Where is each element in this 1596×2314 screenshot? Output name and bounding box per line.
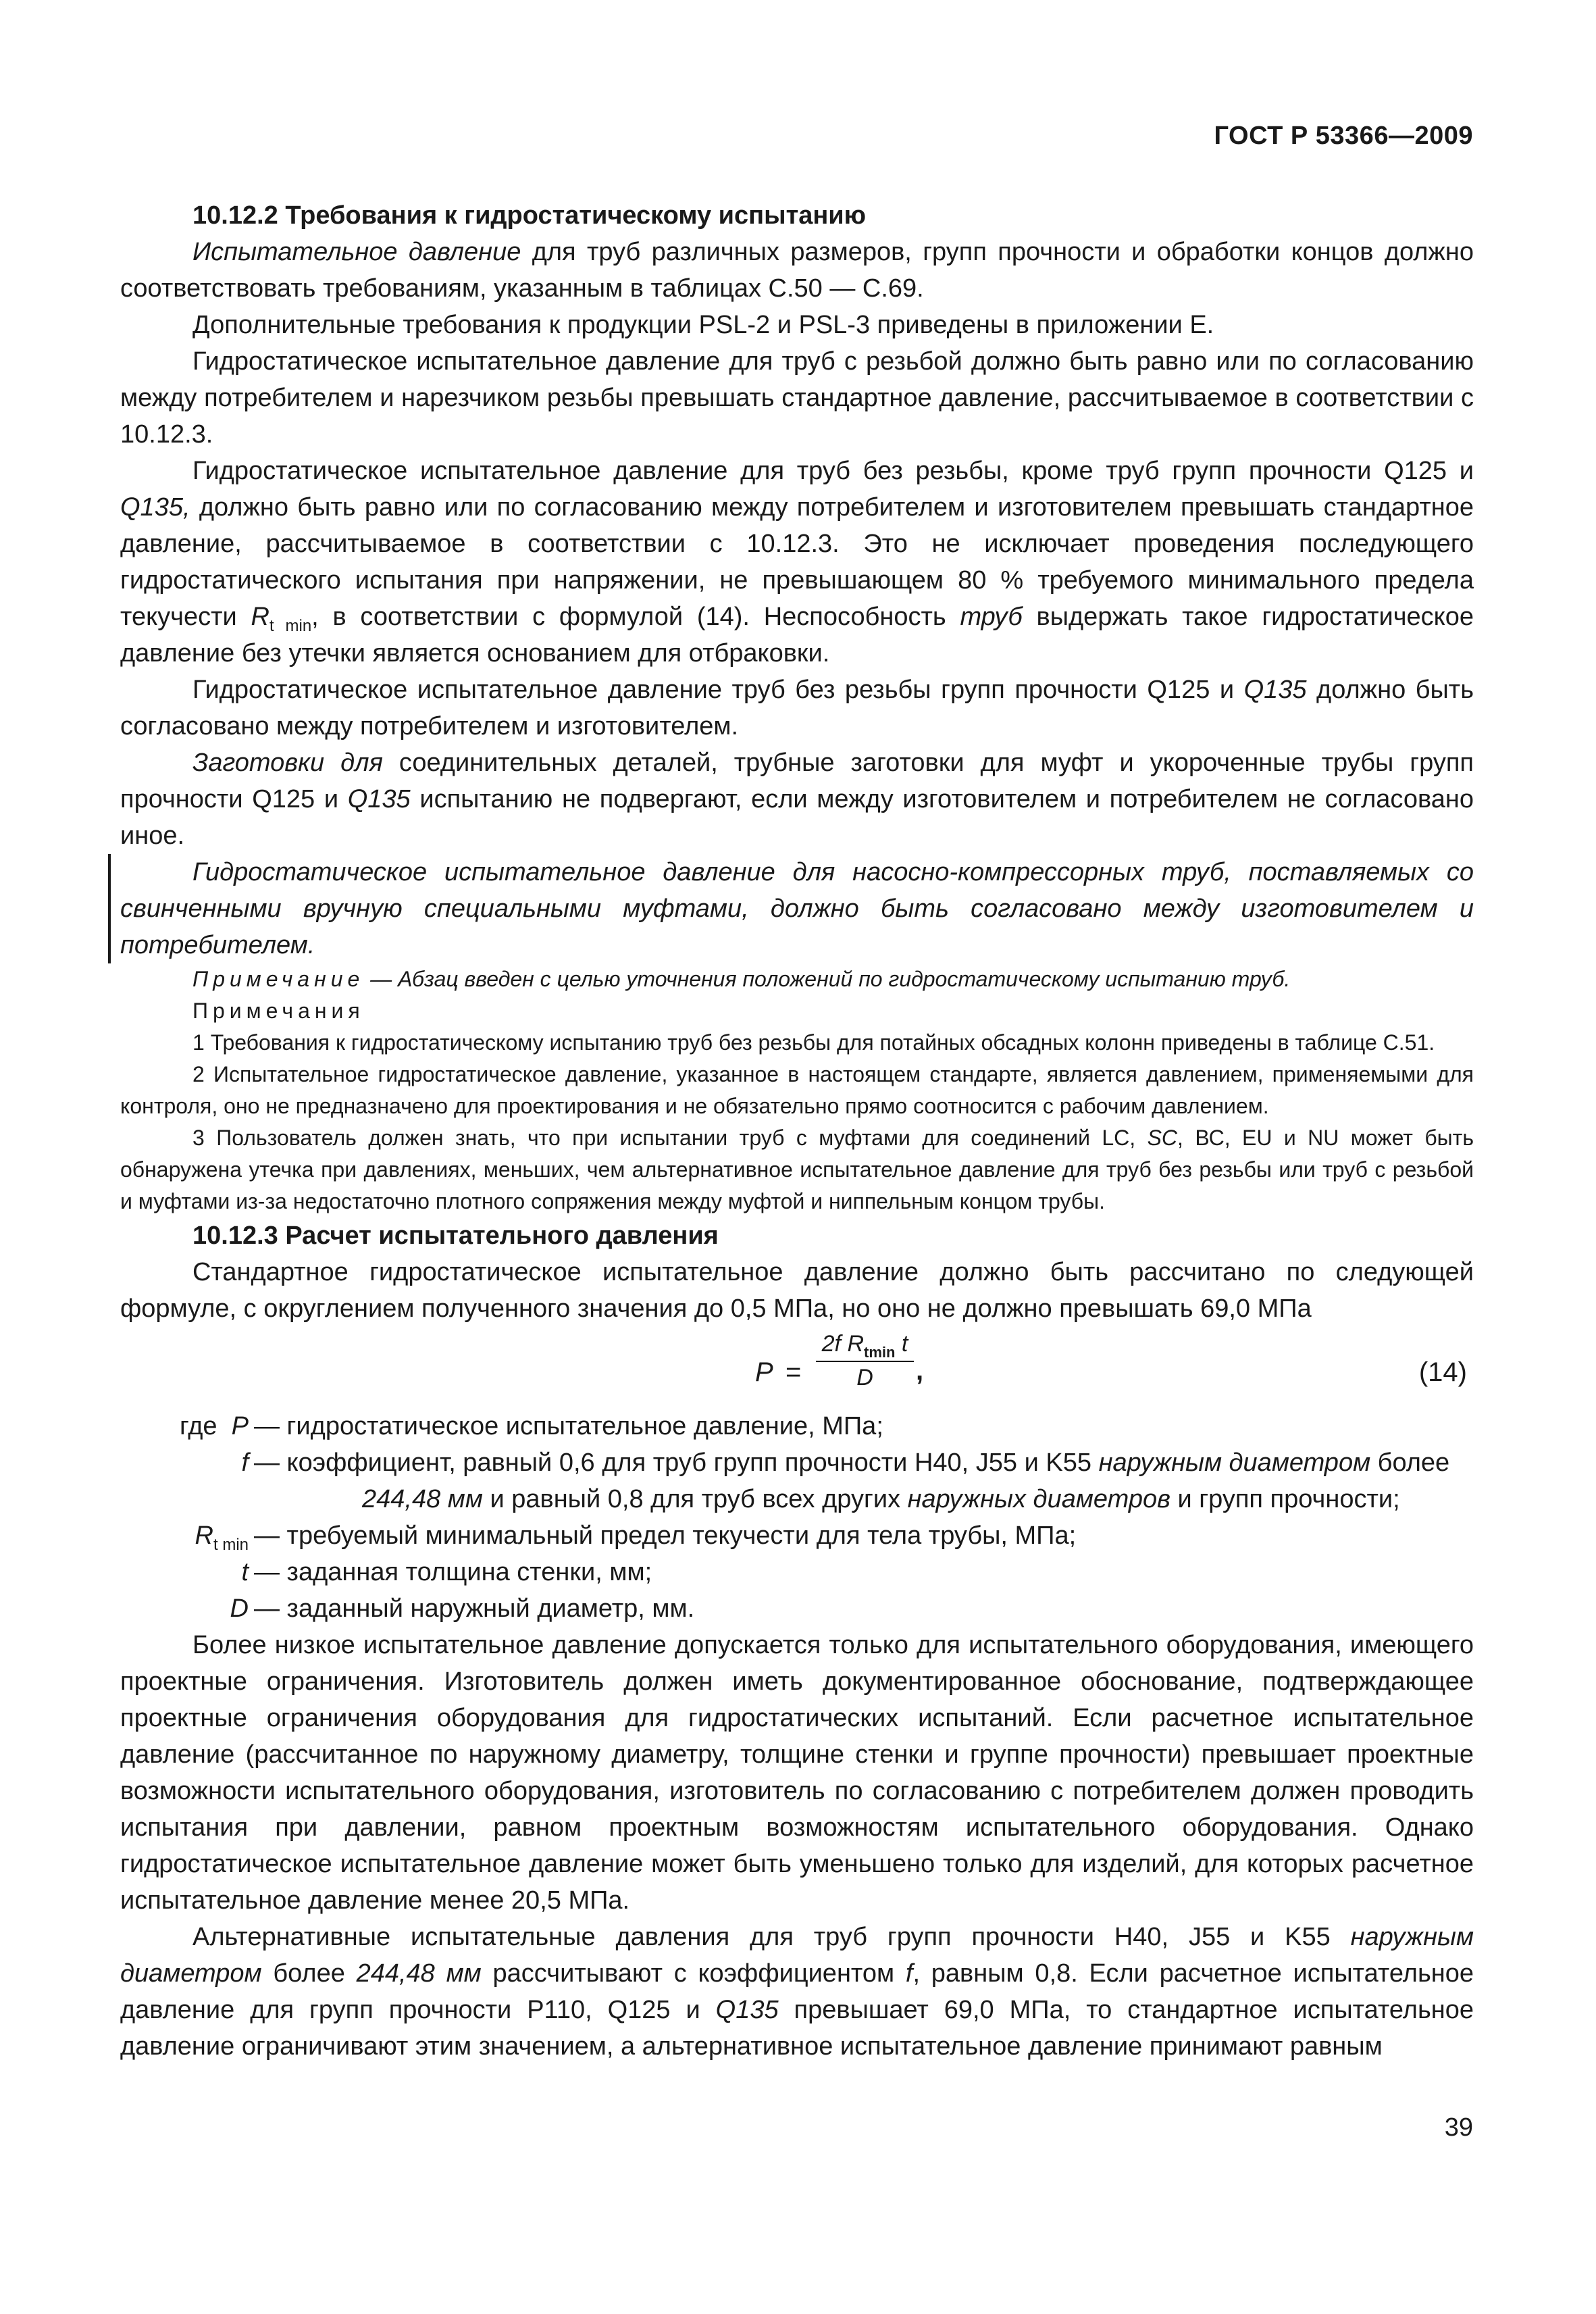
paragraph — [120, 234, 1474, 307]
text-run: более — [261, 1959, 357, 1988]
definition-row — [120, 1408, 1474, 1444]
definition-row — [120, 1444, 1474, 1481]
numerator-subscript: tmin — [864, 1344, 896, 1361]
text-run: превышает 69,0 МПа, то стандартное испытательное давление ограничивают этим значением, а альтернативное испытательное давление принимают равным — [120, 1996, 1474, 2061]
formula-14 — [120, 1327, 1474, 1408]
numerator-text: 2f R — [821, 1331, 864, 1357]
symbol-p: P — [231, 1412, 249, 1440]
italic-term: труб — [960, 603, 1023, 631]
italic-term: Q135 — [1243, 676, 1307, 704]
italic-term: наружным диаметром — [1098, 1449, 1371, 1477]
symbol-r: R — [251, 603, 269, 631]
text-run: Альтернативные испытательные давления для труб групп прочности Н40, J55 и K55 — [192, 1923, 1351, 1951]
italic-term: SC — [1147, 1126, 1178, 1150]
italic-term: наружным диаметром — [120, 1923, 1474, 1988]
paragraph: Гидростатическое испытательное давление для труб с резьбой должно быть равно или по согласованию между потребителем и нарезчиком резьбы превышать стандартное давление, рассчитываемое в соответствии с 10.12.3. — [120, 347, 1474, 449]
formula-denominator: D — [856, 1365, 873, 1390]
text-run: испытанию не подвергают, если между изготовителем и потребителем не согласовано иное. — [120, 785, 1474, 850]
formula-lhs: P — [755, 1357, 773, 1387]
text-run: и равный 0,8 для труб всех других — [482, 1485, 908, 1513]
symbol-subscript: t min — [213, 1536, 249, 1554]
paragraph: Стандартное гидростатическое испытательное давление должно быть рассчитано по следующей формуле, с округлением полученного значения до 0,5 МПа, но оно не должно превышать 69,0 МПа — [120, 1258, 1474, 1323]
formula-numerator — [816, 1327, 914, 1361]
definition-symbol: f — [241, 1449, 249, 1477]
paragraph — [120, 1919, 1474, 2065]
italic-term: наружных диаметров — [907, 1485, 1170, 1513]
text-run: соединительных деталей, трубные заготовки для муфт и укороченные трубы групп прочности Q125 и — [120, 749, 1474, 813]
definition-symbol: t — [241, 1558, 249, 1586]
symbol-definitions — [120, 1408, 1474, 1627]
definition-text: — гидростатическое испытательное давление, МПа; — [254, 1412, 883, 1440]
definition-row — [120, 1554, 1474, 1590]
notes-label: Примечания — [192, 999, 365, 1023]
document-id-header: ГОСТ Р 53366—2009 — [1214, 122, 1473, 150]
symbol-subscript: t min — [269, 617, 312, 635]
text-run: — коэффициент, равный 0,6 для труб групп прочности Н40, J55 и K55 — [254, 1449, 1099, 1477]
note-text: — Абзац введен с целью уточнения положений по гидростатическому испытанию труб. — [364, 967, 1291, 991]
note-item-1: 1 Требования к гидростатическому испытанию труб без резьбы для потайных обсадных колонн приведены в таблице С.51. — [192, 1030, 1435, 1055]
definition-symbol: D — [230, 1594, 249, 1623]
paragraph — [120, 745, 1474, 854]
italic-term: f — [905, 1959, 913, 1988]
where-intro: где — [180, 1412, 217, 1440]
text-run: более — [1370, 1449, 1450, 1477]
text-run: выдержать такое гидростатическое давление без утечки является основанием для отбраковки. — [120, 603, 1474, 668]
italic-term: Q135, — [120, 493, 190, 522]
italic-term: Q135 — [715, 1996, 779, 2024]
note-label: Примечание — [192, 967, 365, 991]
paragraph: Более низкое испытательное давление допускается только для испытательного оборудования, имеющего проектные ограничения. Изготовитель должен иметь документированное обоснование, подтверждающее проектные ограничения оборудования для гидростатических испытаний. Если расчетное испытательное давление (рассчитанное по наружному диаметру, толщине стенки и группе прочности) превышает проектные возможности испытательного оборудования, изготовитель по согласованию с потребителем должен проводить испытания при давлении, равном проектным возможностям испытательного оборудования. Однако гидростатическое испытательное давление может быть уменьшено только для изделий, для которых расчетное испытательное давление менее 20,5 МПа. — [120, 1631, 1474, 1915]
italic-term: Заготовки для — [192, 749, 383, 777]
italic-term: Испытательное давление — [192, 238, 521, 266]
text-run: и групп прочности; — [1170, 1485, 1400, 1513]
numerator-end: t — [895, 1331, 908, 1357]
definition-text: — требуемый минимальный предел текучести для тела трубы, МПа; — [254, 1521, 1077, 1550]
formula-number: (14) — [1418, 1357, 1467, 1387]
definition-text: — заданный наружный диаметр, мм. — [254, 1594, 695, 1623]
definition-row — [120, 1590, 1474, 1627]
page-body — [120, 197, 1474, 2065]
note-item-2: 2 Испытательное гидростатическое давление, указанное в настоящем стандарте, является давлением, применяемыми для контроля, оно не предназначено для проектирования и не обязательно прямо соотносится с рабочим давлением. — [120, 1062, 1474, 1118]
definition-text: — заданная толщина стенки, мм; — [254, 1558, 652, 1586]
formula-fraction — [816, 1327, 914, 1393]
paragraph: Дополнительные требования к продукции PSL-2 и PSL-3 приведены в приложении Е. — [192, 311, 1214, 339]
definition-symbol — [120, 1408, 249, 1444]
text-run: , в соответствии с формулой (14). Неспособность — [311, 603, 960, 631]
italic-term: Q135 — [347, 785, 411, 813]
note-item-3 — [120, 1122, 1474, 1217]
definition-row — [120, 1517, 1474, 1554]
paragraph — [120, 672, 1474, 745]
text-run: должно быть согласовано между потребителем и изготовителем. — [120, 676, 1474, 740]
formula-comma: , — [916, 1356, 924, 1386]
note — [120, 963, 1474, 995]
formula-equals: = — [786, 1357, 802, 1387]
paragraph — [120, 453, 1474, 672]
definition-text — [249, 1444, 1474, 1481]
definition-continuation — [120, 1481, 1474, 1517]
section-heading-10-12-3: 10.12.3 Расчет испытательного давления — [192, 1222, 719, 1250]
section-heading-10-12-2: 10.12.2 Требования к гидростатическому испытанию — [192, 201, 867, 230]
italic-term: 244,48 мм — [362, 1485, 483, 1513]
text-run: должно быть равно или по согласованию между потребителем и изготовителем превышать стандартное давление, рассчитываемое в соответствии с 10.12.3. Это не исключает проведения последующего гидростатического испытания при напряжении, не превышающем 80 % требуемого минимального предела текучести — [120, 493, 1474, 631]
text-run: Гидростатическое испытательное давление труб без резьбы групп прочности Q125 и — [192, 676, 1244, 704]
symbol-r: R — [195, 1521, 213, 1550]
italic-term: 244,48 мм — [356, 1959, 482, 1988]
text-run: для труб различных размеров, групп прочности и обработки концов должно соответствовать требованиям, указанным в таблицах С.50 — С.69. — [120, 238, 1474, 303]
text-run: рассчитывают с коэффициентом — [481, 1959, 906, 1988]
text-run: Гидростатическое испытательное давление для труб без резьбы, кроме труб групп прочности Q125 и — [192, 457, 1474, 485]
definition-symbol — [120, 1517, 249, 1554]
text-run: , ВС, EU и NU может быть обнаружена утечка при давлениях, меньших, чем альтернативное испытательное давление для труб без резьбы или труб с резьбой и муфтами из-за недостаточно плотного сопряжения между муфтой и ниппельным концом трубы. — [120, 1126, 1474, 1213]
text-run: 3 Пользователь должен знать, что при испытании труб с муфтами для соединений LC, — [192, 1126, 1148, 1150]
marked-change-paragraph: Гидростатическое испытательное давление для насосно-компрессорных труб, поставляемых со свинченными вручную специальными муфтами, должно быть согласовано между изготовителем и потребителем. — [108, 854, 1474, 963]
page-number: 39 — [1444, 2113, 1473, 2142]
text-run: , равным 0,8. Если расчетное испытательное давление для групп прочности Р110, Q125 и — [120, 1959, 1474, 2024]
